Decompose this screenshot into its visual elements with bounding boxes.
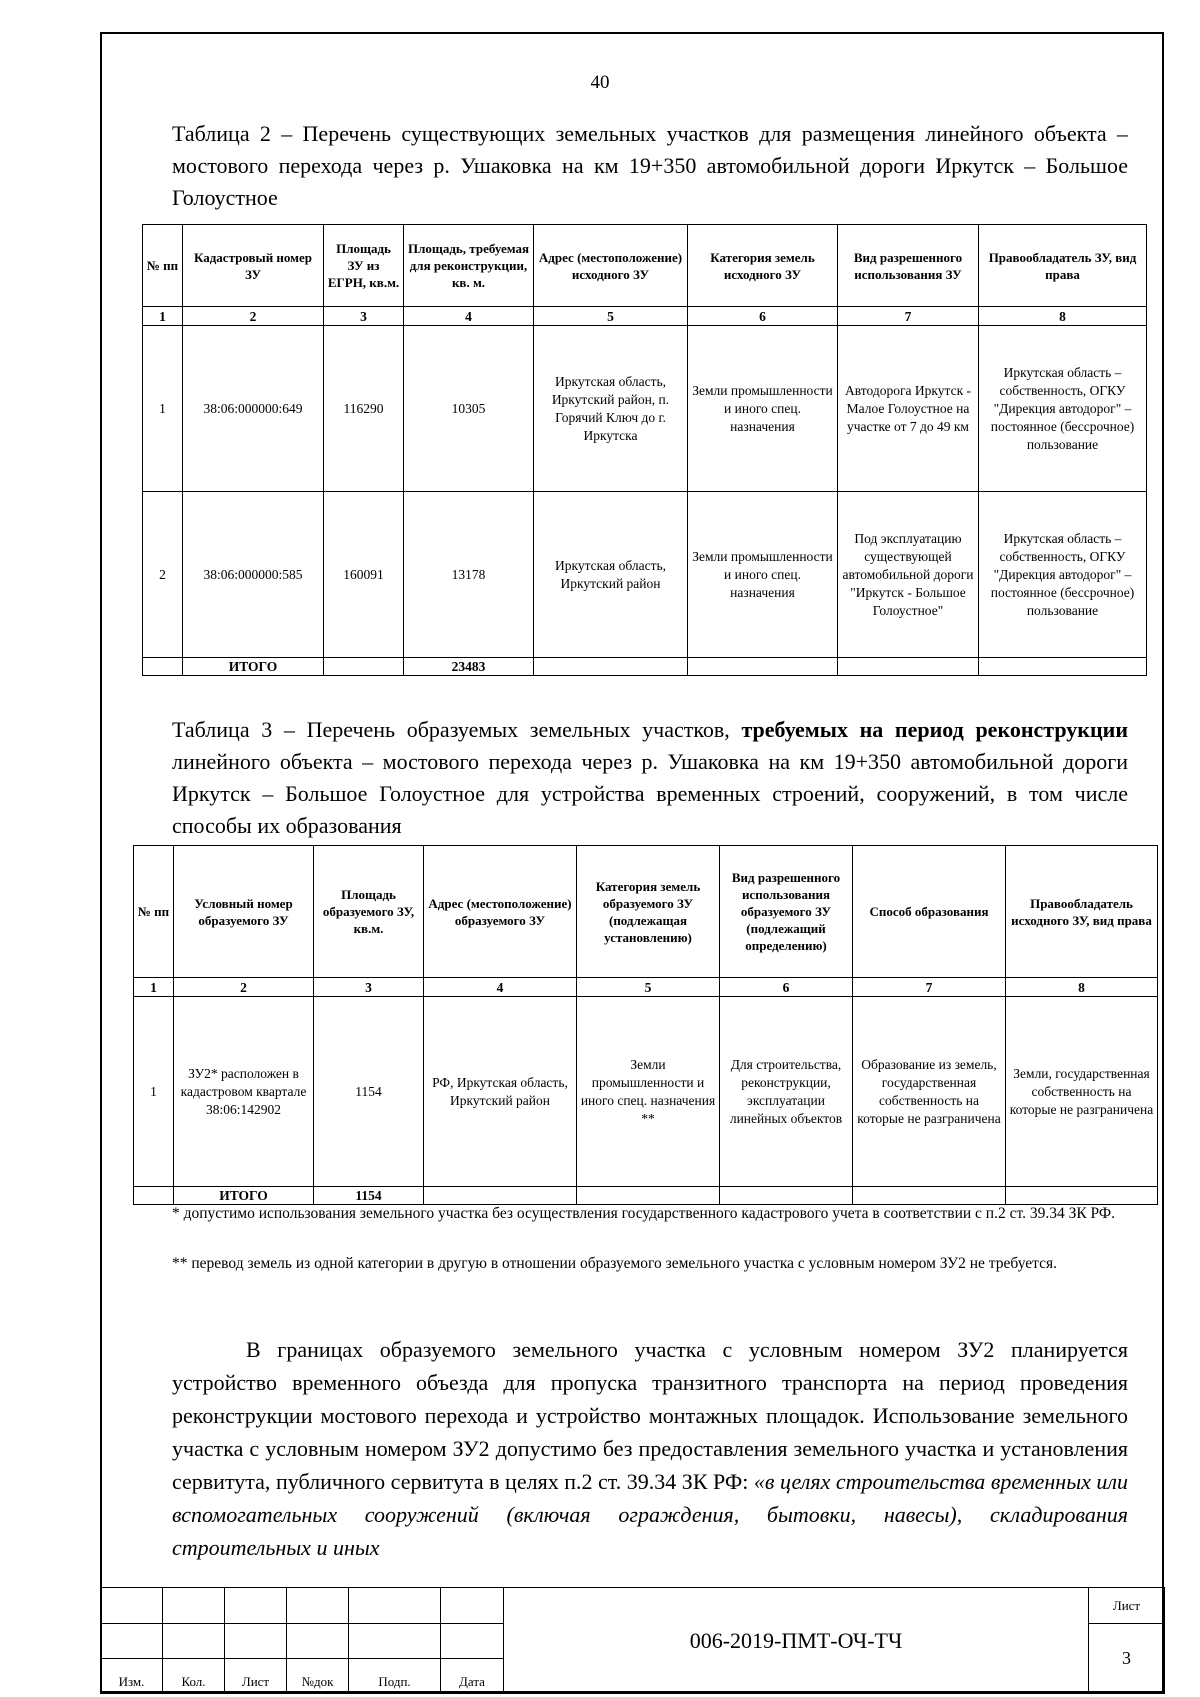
table3-col-number: 1: [134, 978, 174, 997]
stamp-cell: [287, 1588, 349, 1624]
table3-caption-part2: линейного объекта – мостового перехода через р. Ушаковка на км 19+350 автомобильной дороги Иркутск – Большое Голоустное для устройства временных строений, сооружений, в том числе способы их образования: [172, 749, 1128, 838]
table2-col-number: 5: [534, 307, 688, 326]
stamp-cell: [349, 1624, 441, 1659]
body-paragraph-text: В границах образуемого земельного участка с условным номером ЗУ2 планируется устройство временного объезда для пропуска транзитного транспорта на период проведения реконструкции мостового перехода и устройство монтажных площадок. Использование земельного участка с условным номером ЗУ2 допустимо без предоставления земельного участка и установления сервитута, публичного сервитута в целях п.2 ст. 39.34 ЗК РФ:: [172, 1337, 1128, 1494]
stamp-label-ndok: №док: [287, 1659, 349, 1694]
stamp-label-izm: Изм.: [101, 1659, 163, 1694]
page-number: 40: [590, 72, 610, 93]
table3-cell-empty: [134, 1187, 174, 1205]
table2-cell: 38:06:000000:585: [183, 492, 324, 658]
table2-header-row: [143, 225, 1147, 307]
table3-cell: РФ, Иркутская область, Иркутский район: [424, 997, 577, 1187]
table3-header-cell: Категория земель образуемого ЗУ (подлежащая установлению): [577, 846, 720, 978]
table2-cell: 2: [143, 492, 183, 658]
table2-cell: Иркутская область, Иркутский район: [534, 492, 688, 658]
table2-col-number: 6: [688, 307, 838, 326]
table2-cell: 38:06:000000:649: [183, 326, 324, 492]
table2-header-cell: Категория земель исходного ЗУ: [688, 225, 838, 307]
table2-col-number: 2: [183, 307, 324, 326]
stamp-label-podp: Подп.: [349, 1659, 441, 1694]
table2-cell: 160091: [324, 492, 404, 658]
table2-cell-empty: [979, 658, 1147, 676]
table2-cell: 13178: [404, 492, 534, 658]
table3-caption: [172, 714, 1128, 842]
table-row: [143, 326, 1147, 492]
table2-cell: Земли промышленности и иного спец. назначения: [688, 326, 838, 492]
table2: [142, 224, 1147, 676]
table2-cell-empty: [688, 658, 838, 676]
table2-caption: Таблица 2 – Перечень существующих земельных участков для размещения линейного объекта – мостового перехода через р. Ушаковка на км 19+350 автомобильной дороги Иркутск – Большое Голоустное: [172, 121, 1128, 210]
table3-cell: 1154: [314, 997, 424, 1187]
table2-header-cell: Правообладатель ЗУ, вид права: [979, 225, 1147, 307]
table3-col-number: 8: [1006, 978, 1158, 997]
sheet-number: 3: [1089, 1624, 1165, 1694]
document-code: 006-2019-ПМТ-ОЧ-ТЧ: [504, 1588, 1089, 1694]
table2-header-cell: Площадь, требуемая для реконструкции, кв. м.: [404, 225, 534, 307]
stamp-cell: [349, 1588, 441, 1624]
table2-cell-empty: [838, 658, 979, 676]
title-block: [100, 1587, 1165, 1694]
table3-header-cell: Вид разрешенного использования образуемого ЗУ (подлежащий определению): [720, 846, 853, 978]
table3-cell: ЗУ2* расположен в кадастровом квартале 38:06:142902: [174, 997, 314, 1187]
table3-cell: Для строительства, реконструкции, эксплуатации линейных объектов: [720, 997, 853, 1187]
stamp-cell: [101, 1624, 163, 1659]
table2-cell: Земли промышленности и иного спец. назначения: [688, 492, 838, 658]
table3-header-cell: Правообладатель исходного ЗУ, вид права: [1006, 846, 1158, 978]
table-row: [143, 492, 1147, 658]
table2-col-number: 8: [979, 307, 1147, 326]
table3-caption-part1: Таблица 3 – Перечень образуемых земельных участков,: [172, 717, 742, 742]
table2-col-number: 4: [404, 307, 534, 326]
stamp-cell: [225, 1624, 287, 1659]
table3-cell: Земли, государственная собственность на которые не разграничена: [1006, 997, 1158, 1187]
table2-header-cell: Адрес (местоположение) исходного ЗУ: [534, 225, 688, 307]
table2-cell: Иркутская область – собственность, ОГКУ "Дирекция автодорог" – постоянное (бессрочное) пользование: [979, 492, 1147, 658]
table2-col-number: 3: [324, 307, 404, 326]
table2-col-number: 7: [838, 307, 979, 326]
stamp-cell: [441, 1624, 504, 1659]
table2-cell-empty: [324, 658, 404, 676]
table2-cell-empty: [143, 658, 183, 676]
table2-total-label: ИТОГО: [183, 658, 324, 676]
footnote-1: * допустимо использования земельного участка без осуществления государственного кадастрового учета в соответствии с п.2 ст. 39.34 ЗК РФ.: [172, 1205, 1116, 1222]
body-paragraph: [172, 1333, 1128, 1564]
table2-cell: 1: [143, 326, 183, 492]
table2-cell-empty: [534, 658, 688, 676]
table3-col-number: 4: [424, 978, 577, 997]
table-row: [134, 997, 1158, 1187]
table3-cell: Образование из земель, государственная собственность на которые не разграничена: [853, 997, 1006, 1187]
table2-cell: Под эксплуатацию существующей автомобильной дороги "Иркутск - Большое Голоустное": [838, 492, 979, 658]
table3-col-number: 3: [314, 978, 424, 997]
stamp-cell: [163, 1624, 225, 1659]
table3-col-number: 7: [853, 978, 1006, 997]
table2-cell: Иркутская область, Иркутский район, п. Горячий Ключ до г. Иркутска: [534, 326, 688, 492]
body-paragraph-quote: «в целях строительства временных или вспомогательных сооружений (включая ограждения, бытовки, навесы), складирования строительных и иных: [172, 1469, 1129, 1560]
table2-cell: 116290: [324, 326, 404, 492]
table2-cell: Автодорога Иркутск - Малое Голоустное на участке от 7 до 49 км: [838, 326, 979, 492]
table2-number-row: [143, 307, 1147, 326]
stamp-cell: [287, 1624, 349, 1659]
table3-header-row: [134, 846, 1158, 978]
table3-col-number: 6: [720, 978, 853, 997]
stamp-cell: [441, 1588, 504, 1624]
table3-cell: 1: [134, 997, 174, 1187]
footnote-2: ** перевод земель из одной категории в другую в отношении образуемого земельного участка с условным номером ЗУ2 не требуется.: [172, 1255, 1057, 1272]
stamp-cell: [163, 1588, 225, 1624]
table2-cell: 10305: [404, 326, 534, 492]
stamp-label-kol: Кол.: [163, 1659, 225, 1694]
table3-header-cell: № пп: [134, 846, 174, 978]
table3-header-cell: Способ образования: [853, 846, 1006, 978]
stamp-label-data: Дата: [441, 1659, 504, 1694]
table2-total-value: 23483: [404, 658, 534, 676]
table2-header-cell: Вид разрешенного использования ЗУ: [838, 225, 979, 307]
table2-col-number: 1: [143, 307, 183, 326]
table3-number-row: [134, 978, 1158, 997]
table3-total-label: ИТОГО: [174, 1187, 314, 1205]
table3-header-cell: Площадь образуемого ЗУ, кв.м.: [314, 846, 424, 978]
table3-col-number: 2: [174, 978, 314, 997]
stamp-label-list: Лист: [225, 1659, 287, 1694]
table2-cell: Иркутская область – собственность, ОГКУ "Дирекция автодорог" – постоянное (бессрочное) пользование: [979, 326, 1147, 492]
table2-header-cell: № пп: [143, 225, 183, 307]
table2-header-cell: Площадь ЗУ из ЕГРН, кв.м.: [324, 225, 404, 307]
stamp-cell: [101, 1588, 163, 1624]
table3-header-cell: Условный номер образуемого ЗУ: [174, 846, 314, 978]
table2-header-cell: Кадастровый номер ЗУ: [183, 225, 324, 307]
table2-total-row: [143, 658, 1147, 676]
table3-caption-bold: требуемых на период реконструкции: [741, 717, 1128, 742]
table3-total-value: 1154: [314, 1187, 424, 1205]
table3-col-number: 5: [577, 978, 720, 997]
table3-cell: Земли промышленности и иного спец. назначения **: [577, 997, 720, 1187]
sheet-label: Лист: [1089, 1588, 1165, 1624]
table3: [133, 845, 1158, 1205]
stamp-cell: [225, 1588, 287, 1624]
table3-header-cell: Адрес (местоположение) образуемого ЗУ: [424, 846, 577, 978]
